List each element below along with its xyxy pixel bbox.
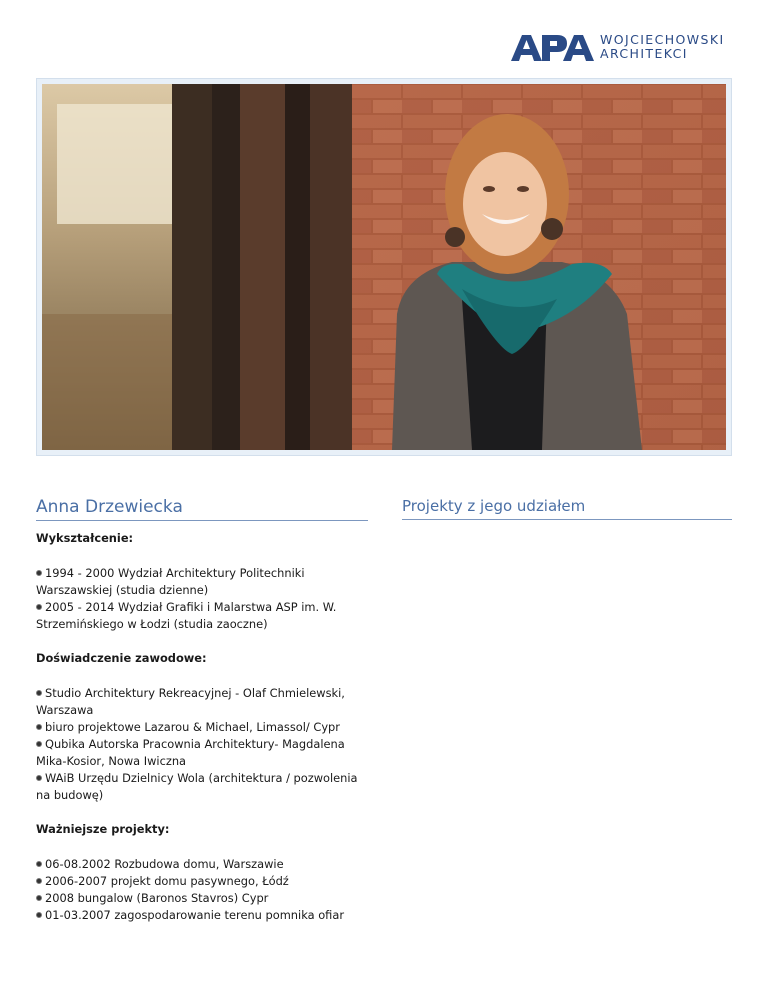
projects-heading: Projekty z jego udziałem [402,497,732,520]
portrait-photo-frame [36,78,732,456]
education-section [36,530,371,633]
bullet-icon [36,912,42,918]
bullet-icon [36,861,42,867]
list-item: 2005 - 2014 Wydział Grafiki i Malarstwa ASP im. W. Strzemińskiego w Łodzi (studia zaoczne) [36,600,337,631]
bio-content [36,530,371,941]
bullet-icon [36,775,42,781]
logo-line-1: WOJCIECHOWSKI [600,32,725,47]
list-item: 1994 - 2000 Wydział Architektury Politechniki Warszawskiej (studia dzienne) [36,566,305,597]
bullet-icon [36,895,42,901]
list-item: 01-03.2007 zagospodarowanie terenu pomnika ofiar [36,907,371,924]
list-item: 2008 bungalow (Baronos Stavros) Cypr [36,890,371,907]
bullet-icon [36,570,42,576]
section-title: Wykształcenie: [36,531,134,545]
section-title: Ważniejsze projekty: [36,822,170,836]
company-logo[interactable] [511,33,741,63]
list-item: 06-08.2002 Rozbudowa domu, Warszawie [36,856,371,873]
apa-logo-mark [511,35,597,61]
logo-text [600,33,725,61]
bullet-icon [36,724,42,730]
bullet-icon [36,690,42,696]
logo-line-2: ARCHITEKCI [600,46,688,61]
list-item: WAiB Urzędu Dzielnicy Wola (architektura / pozwolenia na budowę) [36,771,358,802]
bullet-icon [36,878,42,884]
list-item: Qubika Autorska Pracownia Architektury- Magdalena Mika-Kosior, Nowa Iwiczna [36,737,345,768]
portrait-photo-image [42,84,726,450]
bullet-icon [36,741,42,747]
list-item: biuro projektowe Lazarou & Michael, Limassol/ Cypr [36,719,371,736]
experience-section [36,650,371,804]
person-name: Anna Drzewiecka [36,497,368,521]
portrait-photo [42,84,726,450]
bullet-icon [36,604,42,610]
projects-section [36,821,371,924]
list-item: 2006-2007 projekt domu pasywnego, Łódź [36,873,371,890]
section-title: Doświadczenie zawodowe: [36,651,207,665]
list-item: Studio Architektury Rekreacyjnej - Olaf Chmielewski, Warszawa [36,686,345,717]
